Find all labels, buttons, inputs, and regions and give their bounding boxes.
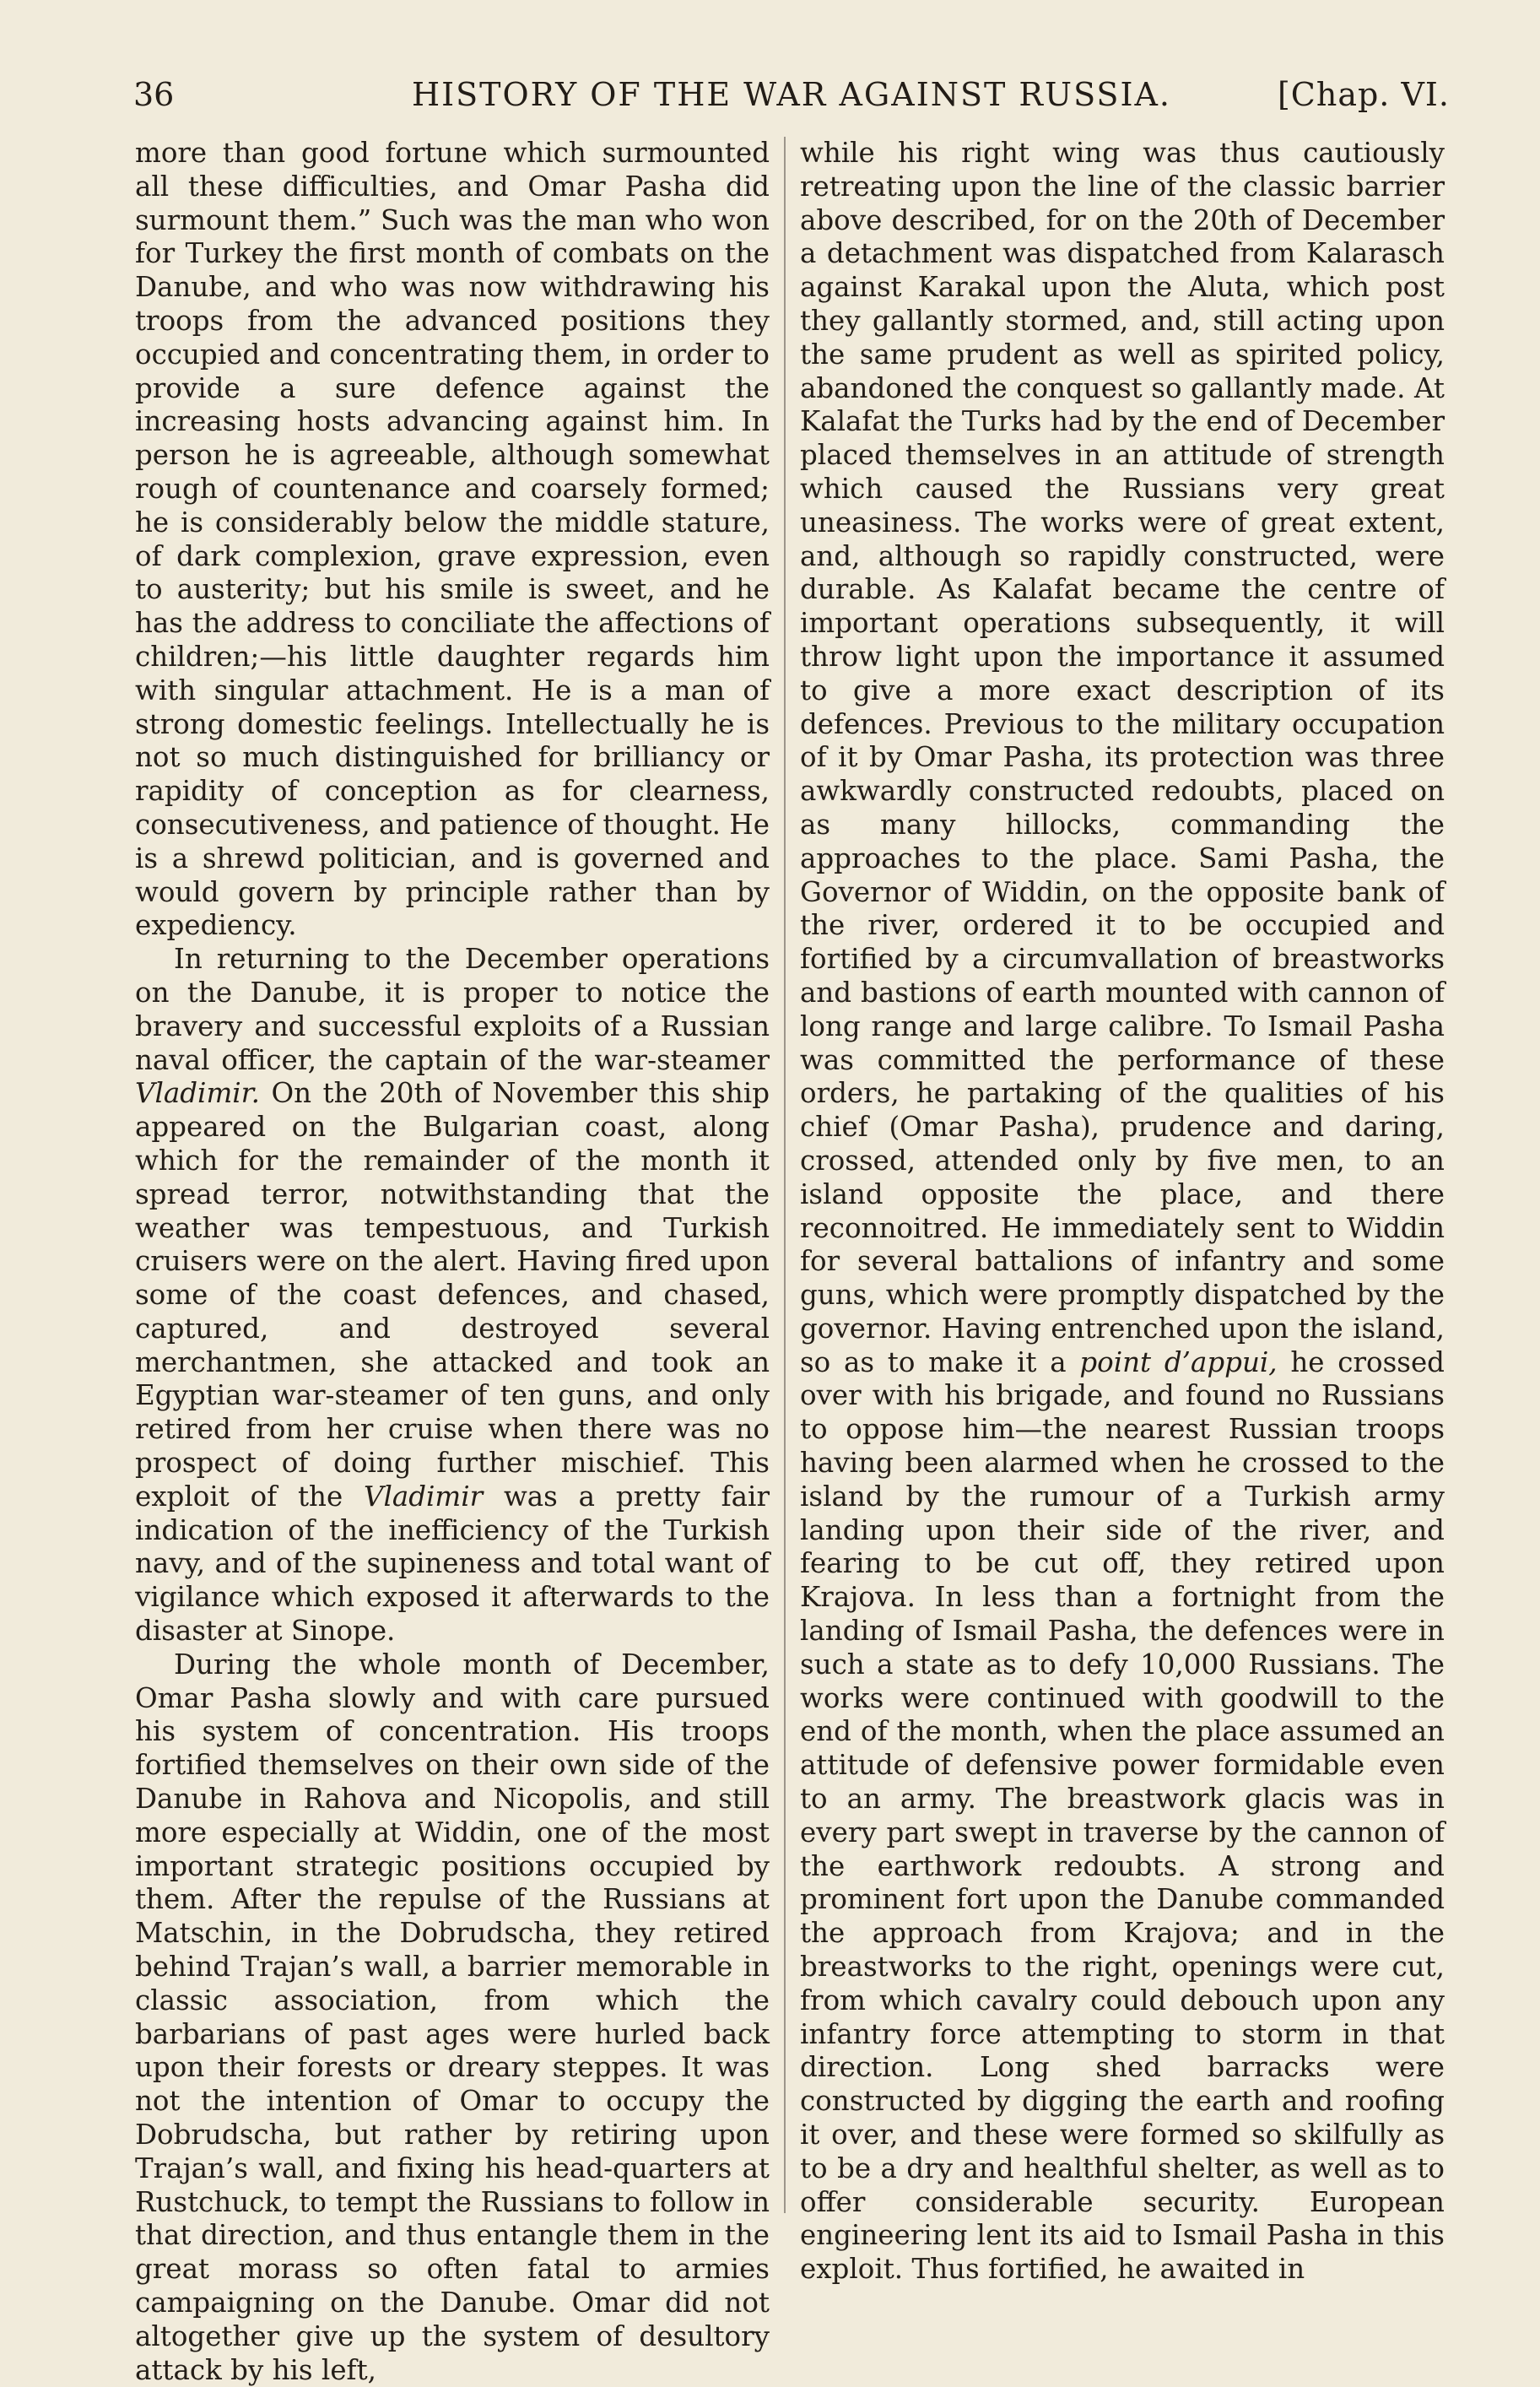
paragraph-omar-character: more than good fortune which surmounted all these difficulties, and Omar Pasha did surmount them.” Such was the man who won for Turkey the first month of combats on the Danube, and who was now withdrawing his troops from the advanced positions they occupied and concentrating them, in order to provide a sure defence against the increasing hosts advancing against him. In person he is agreeable, although somewhat rough of countenance and coarsely formed; he is considerably below the middle stature, of dark complexion, grave expression, even to austerity; but his smile is sweet, and he has the address to conciliate the affections of children;—his little daughter regards him with singular attachment. He is a man of strong domestic feelings. Intellectually he is not so much distinguished for brilliancy or rapidity of conception as for clearness, consecutiveness, and patience of thought. He is a shrewd politician, and is governed and would govern by principle rather than by expediency. [135,137,770,942]
paragraph-text: was a pretty fair indication of the inefficiency of the Turkish navy, and of the supineness and total want of vigilance which exposed it afterwards to the disaster at Sinope. [135,1480,770,1648]
paragraph-december-concentration: During the whole month of December, Omar Pasha slowly and with care pursued his system of concentration. His troops fortified themselves on their own side of the Danube in Rahova and Nicopolis, and still more especially at Widdin, one of the most important strategic positions occupied by them. After the repulse of the Russians at Matschin, in the Dobrudscha, they retired behind Trajan’s wall, a barrier memorable in classic association, from which the barbarians of past ages were hurled back upon their forests or dreary steppes. It was not the intention of Omar to occupy the Dobrudscha, but rather by retiring upon Trajan’s wall, and fixing his head-quarters at Rustchuck, to tempt the Russians to follow in that direction, and thus entangle them in the great morass so often fatal to armies campaigning on the Danube. Omar did not altogether give up the system of desultory attack by his left, [135,1648,770,2386]
page-title: HISTORY OF THE WAR AGAINST RUSSIA. [411,76,1171,113]
column-divider [784,137,786,2213]
left-column [135,137,770,2387]
paragraph-text: On the 20th of November this ship appeared on the Bulgarian coast, along which for the remainder of the month it spread terror, notwithstanding that the weather was tempestuous, and Turkish cruisers were on the alert. Having fired upon some of the coast defences, and chased, captured, and destroyed several merchantmen, she attacked and took an Egyptian war-steamer of ten guns, and only retired from her cruise when there was no prospect of doing further mischief. This exploit of the [135,1077,770,1513]
ship-name: Vladimir. [135,1077,260,1110]
ship-name: Vladimir [363,1480,484,1513]
paragraph-vladimir [135,943,770,1648]
right-column [800,137,1445,2287]
paragraph-text: In returning to the December operations on the Danube, it is proper to notice the bravery and successful exploits of a Russian naval officer, the captain of the war-steamer [135,943,770,1076]
chapter-label: [Chap. VI. [1277,76,1450,113]
paragraph-text: while his right wing was thus cautiously retreating upon the line of the classic barrier above described, for on the 20th of December a detachment was dispatched from Kalarasch against Karakal upon the Aluta, which post they gallantly stormed, and, still acting upon the same prudent as well as spirited policy, abandoned the conquest so gallantly made. At Kalafat the Turks had by the end of December placed themselves in an attitude of strength which caused the Russians very great uneasiness. The works were of great extent, and, although so rapidly constructed, were durable. As Kalafat became the centre of important operations subsequently, it will throw light upon the importance it assumed to give a more exact description of its defences. Previous to the military occupation of it by Omar Pasha, its protection was three awkwardly constructed redoubts, placed on as many hillocks, commanding the approaches to the place. Sami Pasha, the Governor of Widdin, on the opposite bank of the river, ordered it to be occupied and fortified by a circumvallation of breastworks and bastions of earth mounted with cannon of long range and large calibre. To Ismail Pasha was committed the performance of these orders, he partaking of the qualities of his chief (Omar Pasha), prudence and daring, crossed, attended only by five men, to an island opposite the place, and there reconnoitred. He immediately sent to Widdin for several battalions of infantry and some guns, which were promptly dispatched by the governor. Having entrenched upon the island, so as to make it a [800,137,1445,1378]
page-number: 36 [133,76,175,113]
running-head [133,68,1450,118]
paragraph-text: he crossed over with his brigade, and found no Russians to oppose him—the nearest Russian troops having been alarmed when he crossed to the island by the rumour of a Turkish army landing upon their side of the river, and fearing to be cut off, they retired upon Krajova. In less than a fortnight from the landing of Ismail Pasha, the defences were in such a state as to defy 10,000 Russians. The works were continued with goodwill to the end of the month, when the place assumed an attitude of defensive power formidable even to an army. The breastwork glacis was in every part swept in traverse by the cannon of the earthwork redoubts. A strong and prominent fort upon the Danube commanded the approach from Krajova; and in the breastworks to the right, openings were cut, from which cavalry could debouch upon any infantry force attempting to storm in that direction. Long shed barracks were constructed by digging the earth and roofing it over, and these were formed so skilfully as to be a dry and healthful shelter, as well as to offer considerable security. European engineering lent its aid to Ismail Pasha in this exploit. Thus fortified, he awaited in [800,1345,1445,2286]
paragraph-kalafat [800,137,1445,2287]
italic-phrase: point d’appui, [1079,1345,1278,1378]
